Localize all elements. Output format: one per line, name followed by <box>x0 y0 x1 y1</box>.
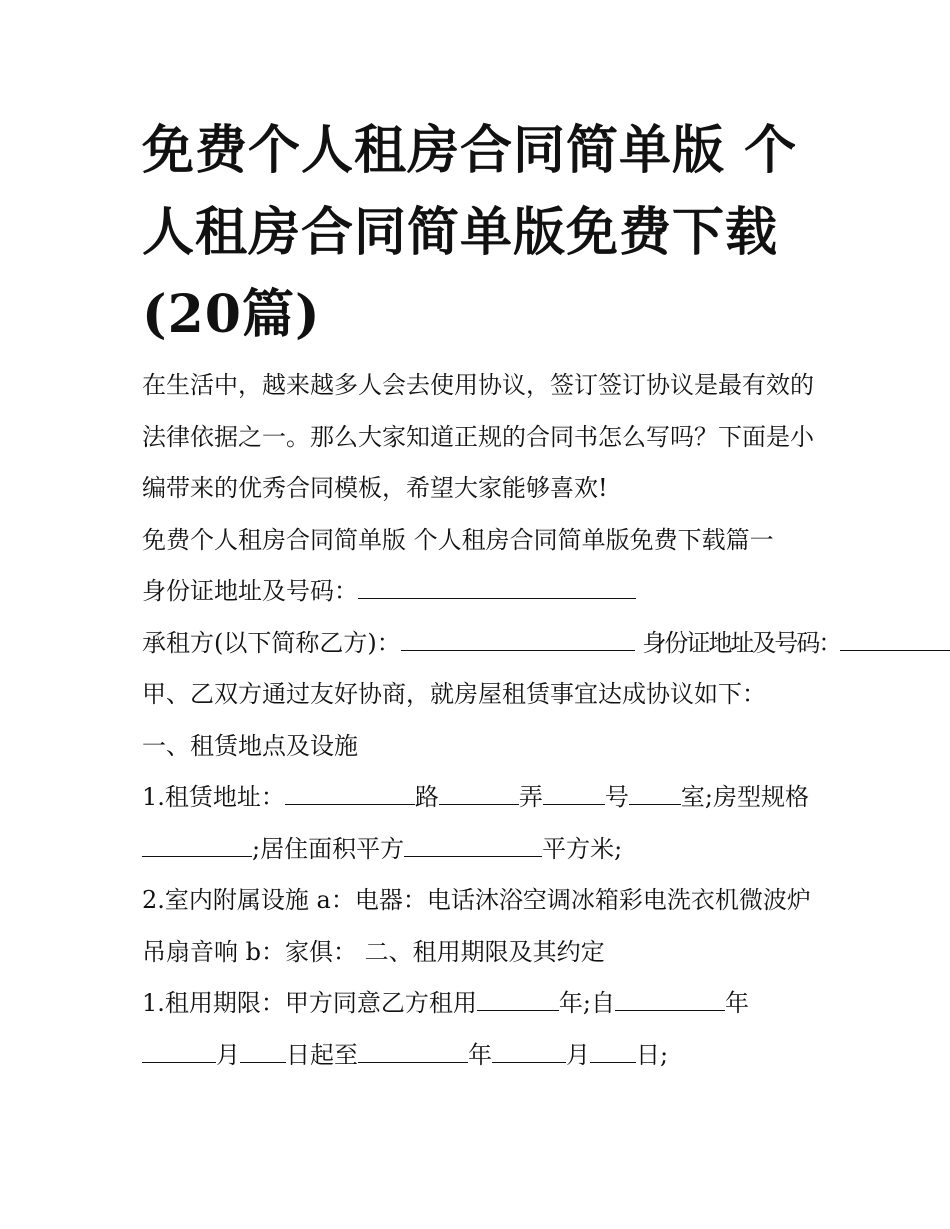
area-blank <box>404 834 542 857</box>
road-label: 路 <box>414 783 439 811</box>
lessee-id-label: 身份证地址及号码： <box>642 628 841 657</box>
number-blank <box>629 782 681 805</box>
unit-label: 平方米; <box>542 834 623 863</box>
item-2-1 <box>142 978 822 1081</box>
road-blank <box>439 782 519 805</box>
area-label: ;居住面积平方 <box>252 834 405 863</box>
item-1-2: 2.室内附属设施 a：电器：电话沐浴空调冰箱彩电洗衣机微波炉吊扇音响 b：家俱： 二、租用期限及其约定 <box>142 886 811 966</box>
document-page <box>142 110 841 1081</box>
item-2-1-prefix: 1.租用期限：甲方同意乙方租用 <box>142 989 477 1017</box>
id-address-line <box>142 566 822 618</box>
from-year-label: 年 <box>725 989 749 1017</box>
from-day-label: 日起至 <box>286 1040 358 1069</box>
id-address-label: 身份证地址及号码： <box>142 577 358 605</box>
term-year-label: 年;自 <box>558 989 615 1017</box>
from-day-blank <box>240 1040 286 1063</box>
id-address-blank <box>358 576 636 599</box>
from-month-blank <box>142 1040 216 1063</box>
document-title: 免费个人租房合同简单版 个人租房合同简单版免费下载(20篇) <box>142 120 798 345</box>
lane-blank <box>543 782 605 805</box>
number-label: 号 <box>604 783 629 811</box>
lessee-label: 承租方(以下简称乙方)： <box>142 628 401 657</box>
to-day-label: 日; <box>636 1040 669 1069</box>
section-heading: 免费个人租房合同简单版 个人租房合同简单版免费下载篇一 <box>142 525 774 554</box>
term-blank <box>477 988 559 1011</box>
to-year-label: 年 <box>468 1040 492 1069</box>
to-month-label: 月 <box>566 1040 590 1069</box>
from-year-blank <box>615 988 725 1011</box>
agreement-line: 甲、乙双方通过友好协商，就房屋租赁事宜达成协议如下： <box>142 680 766 708</box>
to-month-blank <box>492 1040 566 1063</box>
room-label: 室;房型规格 <box>680 783 809 811</box>
intro-paragraph: 在生活中，越来越多人会去使用协议，签订签订协议是最有效的法律依据之一。那么大家知道正规的合同书怎么写吗？下面是小编带来的优秀合同模板，希望大家能够喜欢! <box>142 371 814 502</box>
lessee-blank <box>401 628 635 651</box>
type-blank <box>142 834 252 857</box>
lessee-id-blank <box>840 628 950 651</box>
clause1-heading: 一、租赁地点及设施 <box>142 731 358 760</box>
to-day-blank <box>590 1040 636 1063</box>
from-month-label: 月 <box>216 1040 240 1069</box>
lessee-line <box>142 618 841 670</box>
to-year-blank <box>358 1040 468 1063</box>
item-1-1-prefix: 1.租赁地址： <box>142 783 285 811</box>
item-1-1 <box>142 772 822 875</box>
address-blank <box>285 782 415 805</box>
lane-label: 弄 <box>518 783 543 811</box>
